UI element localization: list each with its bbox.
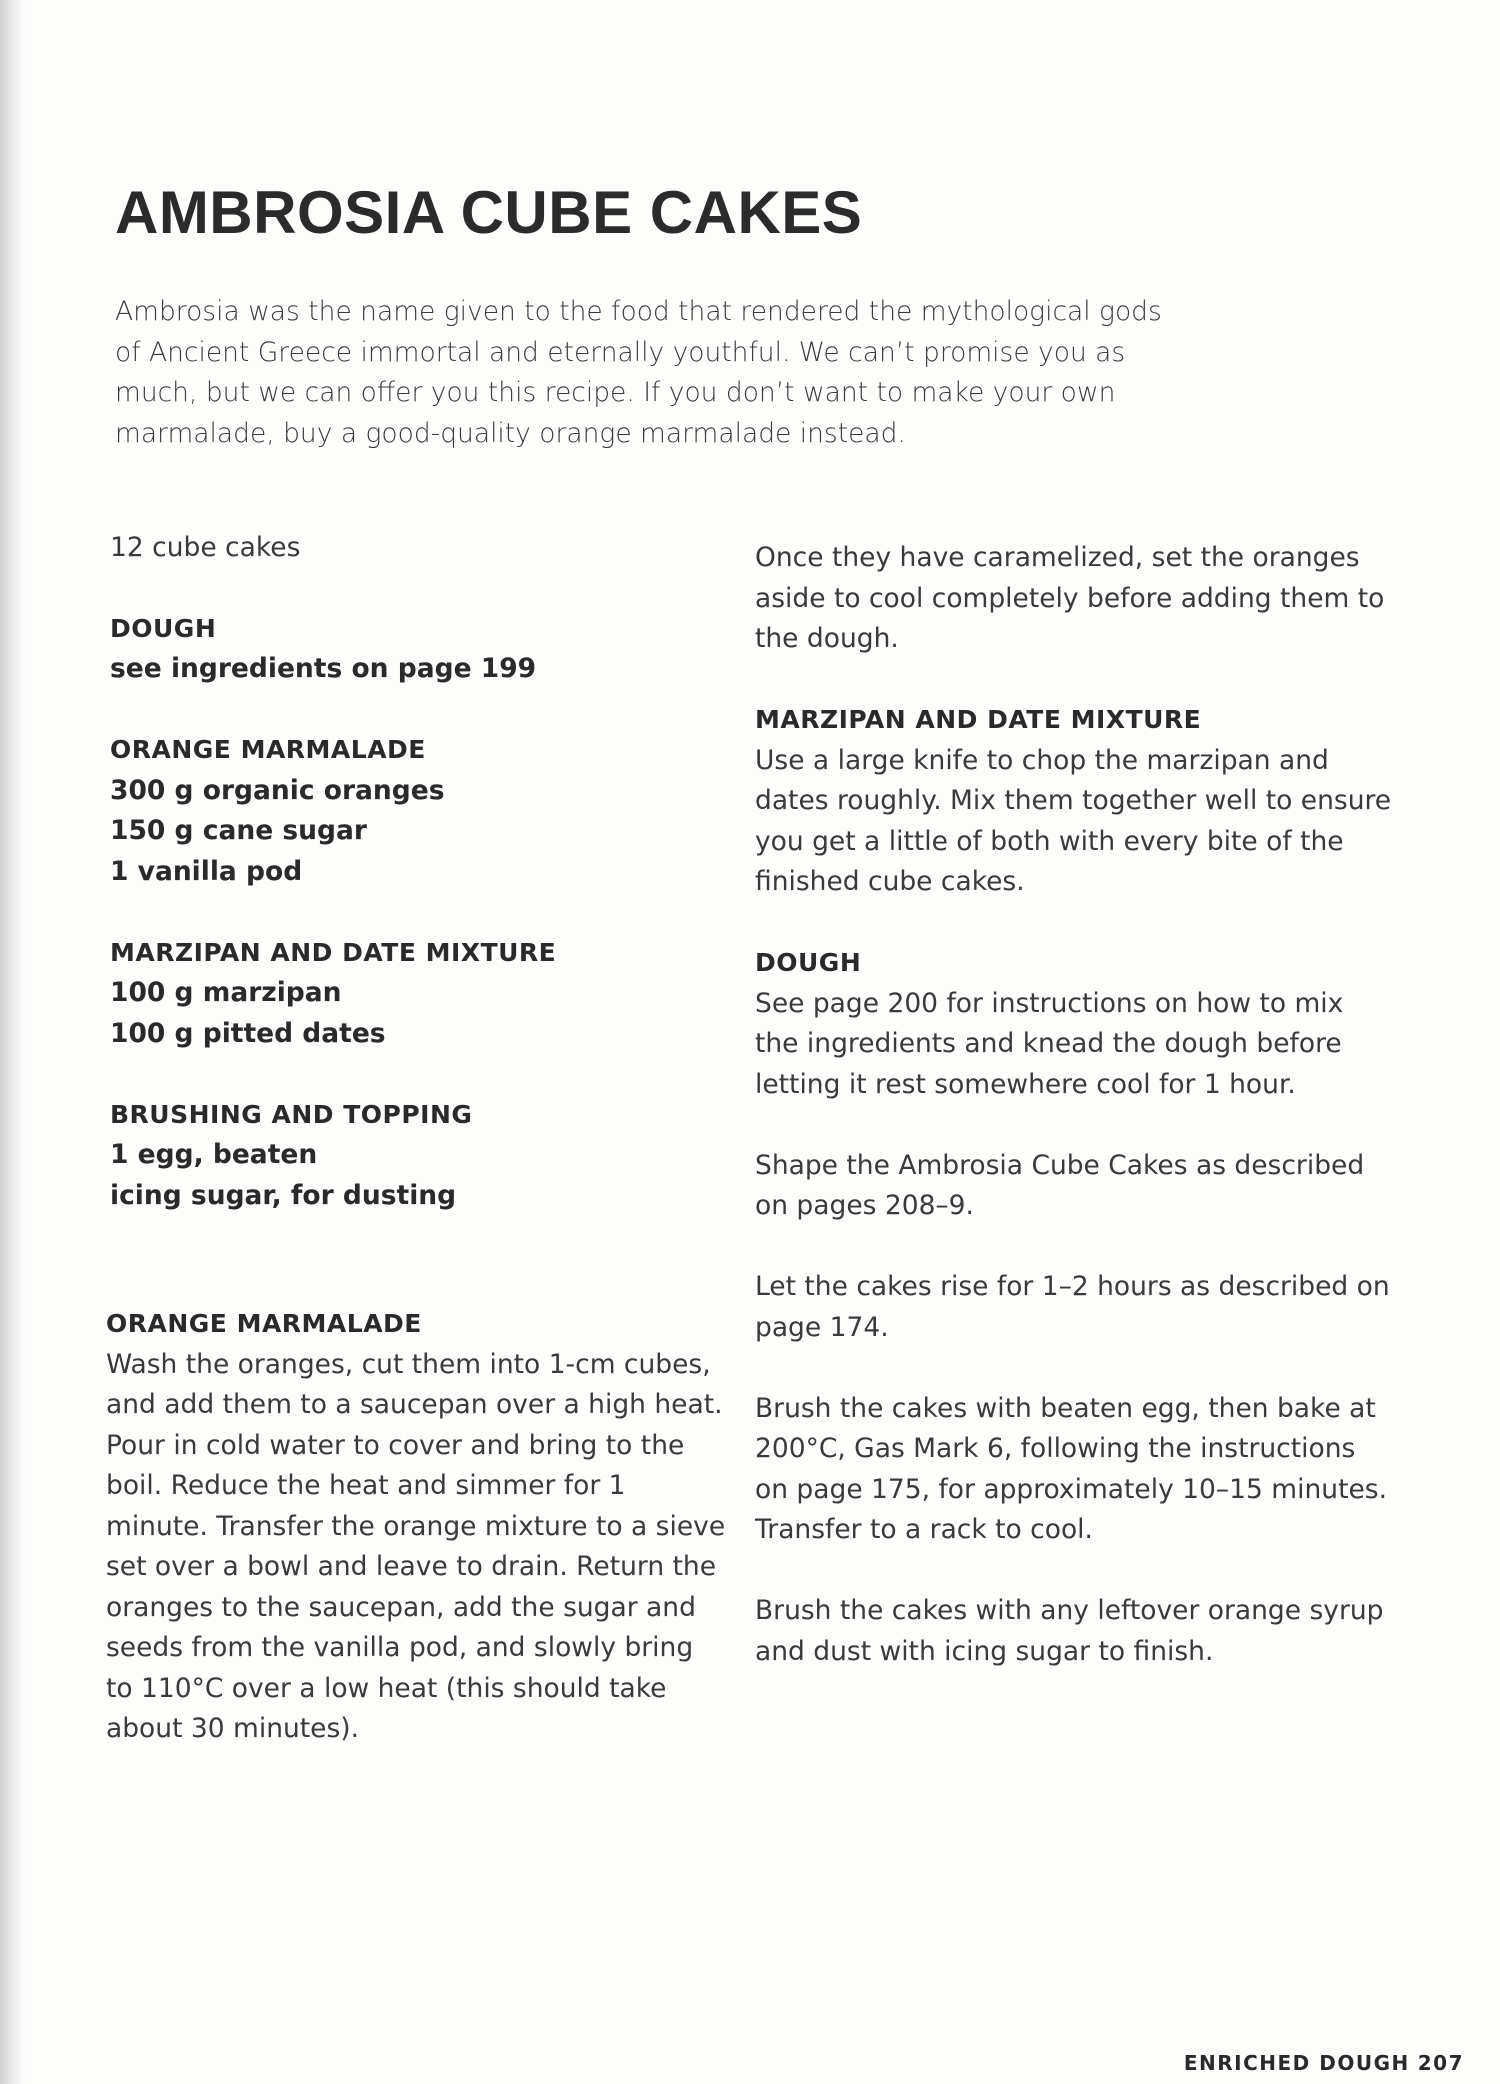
recipe-yield: 12 cube cakes xyxy=(110,532,301,563)
ingredient-line: 300 g organic oranges xyxy=(110,774,445,806)
method-heading: MARZIPAN AND DATE MIXTURE xyxy=(755,705,1202,734)
method-text: See page 200 for instructions on how to mix the ingredients and knead the dough before letting it rest somewhere cool for 1 hour. xyxy=(755,987,1344,1100)
method-text: Let the cakes rise for 1–2 hours as described on page 174. xyxy=(755,1271,1390,1343)
method-text: Brush the cakes with any leftover orange syrup and dust with icing sugar to finish. xyxy=(755,1595,1384,1667)
method-text: Once they have caramelized, set the oranges aside to cool completely before adding them to the dough. xyxy=(755,542,1385,654)
ingredient-group-heading: MARZIPAN AND DATE MIXTURE xyxy=(110,937,557,967)
page-gutter-shadow xyxy=(0,0,26,2084)
recipe-intro: Ambrosia was the name given to the food that rendered the mythological gods of Ancient Greece immortal and eternally youthful. We can’t promise you as much, but we can offer you this recipe. If you don’t want to make your own marmalade, buy a good-quality orange marmalade instead. xyxy=(115,296,1162,449)
method-text: Use a large knife to chop the marzipan and dates roughly. Mix them together well to ensure you get a little of both with every bite of the finished cube cakes. xyxy=(755,744,1392,897)
method-step xyxy=(755,538,1395,660)
ingredient-group-orange-marmalade xyxy=(110,730,730,892)
ingredient-line: 100 g pitted dates xyxy=(110,1017,386,1049)
method-column xyxy=(755,538,1395,1713)
ingredient-line: icing sugar, for dusting xyxy=(110,1179,457,1211)
method-text: Brush the cakes with beaten egg, then bake at 200°C, Gas Mark 6, following the instructions on page 175, for approximately 10–15 minutes. Transfer to a rack to cool. xyxy=(755,1392,1387,1545)
ingredient-group-heading: ORANGE MARMALADE xyxy=(110,735,426,764)
ingredient-group-marzipan-date xyxy=(110,933,730,1055)
method-heading: ORANGE MARMALADE xyxy=(106,1309,422,1338)
method-step xyxy=(755,1267,1395,1348)
ingredient-group-dough xyxy=(110,609,730,690)
method-orange-marmalade xyxy=(106,1304,726,1750)
ingredient-line: 1 vanilla pod xyxy=(110,855,303,887)
page-number: 207 xyxy=(1417,2051,1464,2075)
method-text: Wash the oranges, cut them into 1-cm cubes, and add them to a saucepan over a high heat. Pour in cold water to cover and bring to the boil. Reduce the heat and simmer for 1 minute. Transfer the orange mixture to a sieve set over a bowl and leave to drain. Return the oranges to the saucepan, add the sugar and seeds from the vanilla pod, and slowly bring to 110°C over a low heat (this should take about 30 minutes). xyxy=(106,1348,726,1744)
method-step xyxy=(755,1146,1395,1227)
method-step xyxy=(755,943,1395,1105)
page-footer xyxy=(1184,2051,1464,2075)
method-text: Shape the Ambrosia Cube Cakes as described on pages 208–9. xyxy=(755,1149,1365,1221)
ingredient-line: 1 egg, beaten xyxy=(110,1139,318,1170)
ingredient-line: 150 g cane sugar xyxy=(110,815,367,846)
method-step xyxy=(755,1389,1395,1551)
method-step xyxy=(755,1591,1395,1672)
ingredient-group-heading: BRUSHING AND TOPPING xyxy=(110,1099,473,1129)
method-step xyxy=(755,700,1395,903)
method-heading: DOUGH xyxy=(755,948,862,977)
ingredient-line: 100 g marzipan xyxy=(110,977,342,1008)
ingredient-group-brushing-topping xyxy=(110,1095,730,1217)
recipe-title: AMBROSIA CUBE CAKES xyxy=(115,179,863,246)
ingredients-column xyxy=(110,528,730,1257)
ingredient-line: see ingredients on page 199 xyxy=(110,653,537,684)
ingredient-group-heading: DOUGH xyxy=(110,613,217,643)
footer-section-name: ENRICHED DOUGH xyxy=(1183,2051,1410,2075)
